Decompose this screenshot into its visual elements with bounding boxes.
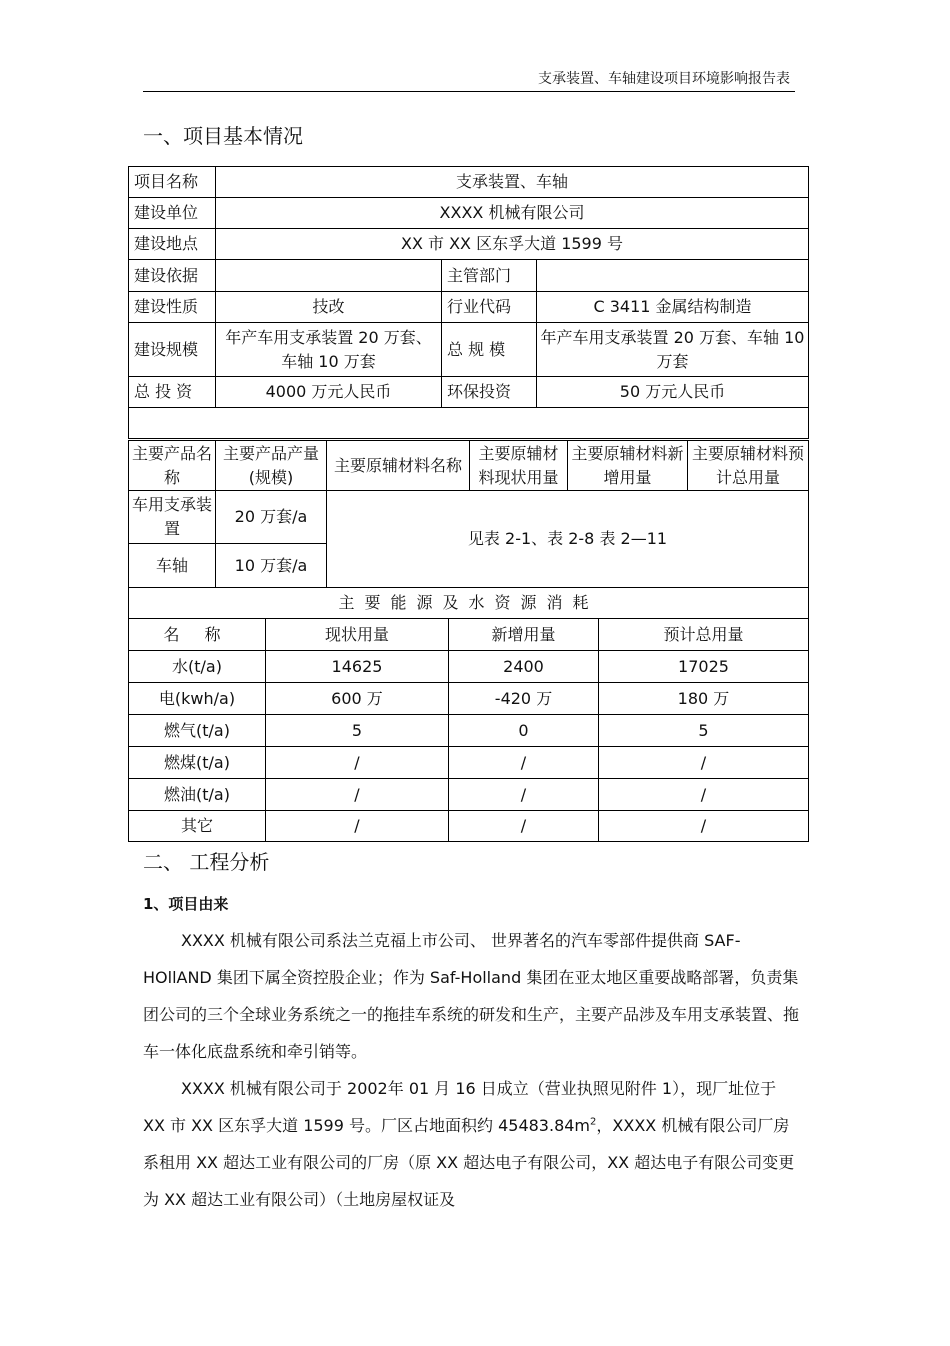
investment-label: 总 投 资 <box>129 377 216 408</box>
energy-total: 17025 <box>599 651 809 683</box>
authority-value <box>537 260 809 292</box>
industry-code-label: 行业代码 <box>442 292 537 323</box>
energy-current: / <box>266 747 449 779</box>
energy-header-total: 预计总用量 <box>599 619 809 651</box>
subsection-title: 1、项目由来 <box>143 895 229 913</box>
nature-value: 技改 <box>216 292 442 323</box>
total-scale-label: 总 规 模 <box>442 323 537 377</box>
section1-title: 一、项目基本情况 <box>143 124 303 148</box>
table-row <box>129 683 809 715</box>
energy-name: 水(t/a) <box>129 651 266 683</box>
blank-row <box>129 408 809 439</box>
product-name: 车轴 <box>129 544 216 588</box>
paragraph-origin: XXXX 机械有限公司系法兰克福上市公司、 世界著名的汽车零部件提供商 SAF-HOllAND 集团下属全资控股企业；作为 Saf-Holland 集团在亚太地区重要战略部署，负责集团公司的三个全球业务系统之一的拖挂车系统的研发和生产，主要产品涉及车用支承装置、拖车一体化底盘系统和牵引销等。 <box>143 931 800 1061</box>
products-header-total: 主要原辅材料预计总用量 <box>688 441 809 491</box>
energy-header-current: 现状用量 <box>266 619 449 651</box>
location-label: 建设地点 <box>129 229 216 260</box>
builder-label: 建设单位 <box>129 198 216 229</box>
table-row <box>129 747 809 779</box>
energy-current: 5 <box>266 715 449 747</box>
paragraph-company-b: ，XXXX 机械有限公司厂房系租用 XX 超达工业有限公司的厂房（原 XX 超达电子有限公司，XX 超达电子有限公司变更为 XX 超达工业有限公司）（土地房屋权证及 <box>143 1116 795 1209</box>
energy-current: / <box>266 811 449 842</box>
product-output: 10 万套/a <box>216 544 327 588</box>
energy-total: / <box>599 747 809 779</box>
energy-added: 2400 <box>449 651 599 683</box>
investment-value: 4000 万元人民币 <box>216 377 442 408</box>
energy-added: 0 <box>449 715 599 747</box>
energy-name: 电(kwh/a) <box>129 683 266 715</box>
products-header-material: 主要原辅材料名称 <box>327 441 470 491</box>
energy-header-added: 新增用量 <box>449 619 599 651</box>
header-rule <box>143 91 795 92</box>
doc-header-title: 支承装置、车轴建设项目环境影响报告表 <box>538 71 790 87</box>
table-row <box>129 811 809 842</box>
authority-label: 主管部门 <box>442 260 537 292</box>
env-investment-value: 50 万元人民币 <box>537 377 809 408</box>
products-header-output: 主要产品产量(规模) <box>216 441 327 491</box>
product-name: 车用支承装置 <box>129 491 216 544</box>
industry-code-value: C 3411 金属结构制造 <box>537 292 809 323</box>
products-header-name: 主要产品名称 <box>129 441 216 491</box>
energy-total: / <box>599 779 809 811</box>
basis-label: 建设依据 <box>129 260 216 292</box>
energy-name: 燃煤(t/a) <box>129 747 266 779</box>
table-row <box>129 651 809 683</box>
basis-value <box>216 260 442 292</box>
products-header-added: 主要原辅材料新增用量 <box>568 441 688 491</box>
energy-table <box>128 618 809 842</box>
energy-added: / <box>449 779 599 811</box>
section2-title: 二、 工程分析 <box>143 850 270 874</box>
energy-total: / <box>599 811 809 842</box>
table-row <box>129 779 809 811</box>
paragraph-company <box>143 1070 803 1218</box>
energy-current: 600 万 <box>266 683 449 715</box>
total-scale-value: 年产车用支承装置 20 万套、车轴 10 万套 <box>537 323 809 377</box>
basic-info-table <box>128 166 809 439</box>
energy-total: 5 <box>599 715 809 747</box>
energy-name: 其它 <box>129 811 266 842</box>
table-row <box>129 715 809 747</box>
energy-header-name: 名 称 <box>129 619 266 651</box>
energy-current: 14625 <box>266 651 449 683</box>
energy-added: / <box>449 747 599 779</box>
energy-name: 燃气(t/a) <box>129 715 266 747</box>
project-name-label: 项目名称 <box>129 167 216 198</box>
energy-total: 180 万 <box>599 683 809 715</box>
energy-title: 主要能源及水资源消耗 <box>129 588 809 619</box>
paragraph-company-a: XXXX 机械有限公司于 2002年 01 月 16 日成立（营业执照见附件 1），现厂址位于 XX 市 XX 区东孚大道 1599 号。厂区占地面积约 45483.84m <box>143 1079 777 1135</box>
env-investment-label: 环保投资 <box>442 377 537 408</box>
product-output: 20 万套/a <box>216 491 327 544</box>
products-header-current: 主要原辅材料现状用量 <box>470 441 568 491</box>
energy-name: 燃油(t/a) <box>129 779 266 811</box>
project-name: 支承装置、车轴 <box>216 167 809 198</box>
products-table <box>128 440 809 619</box>
location: XX 市 XX 区东孚大道 1599 号 <box>216 229 809 260</box>
scale-label: 建设规模 <box>129 323 216 377</box>
builder: XXXX 机械有限公司 <box>216 198 809 229</box>
nature-label: 建设性质 <box>129 292 216 323</box>
energy-added: / <box>449 811 599 842</box>
area-unit-superscript: 2 <box>590 1116 597 1128</box>
scale-value: 年产车用支承装置 20 万套、车轴 10 万套 <box>216 323 442 377</box>
materials-merged-note: 见表 2-1、表 2-8 表 2—11 <box>327 491 809 588</box>
energy-current: / <box>266 779 449 811</box>
energy-added: -420 万 <box>449 683 599 715</box>
